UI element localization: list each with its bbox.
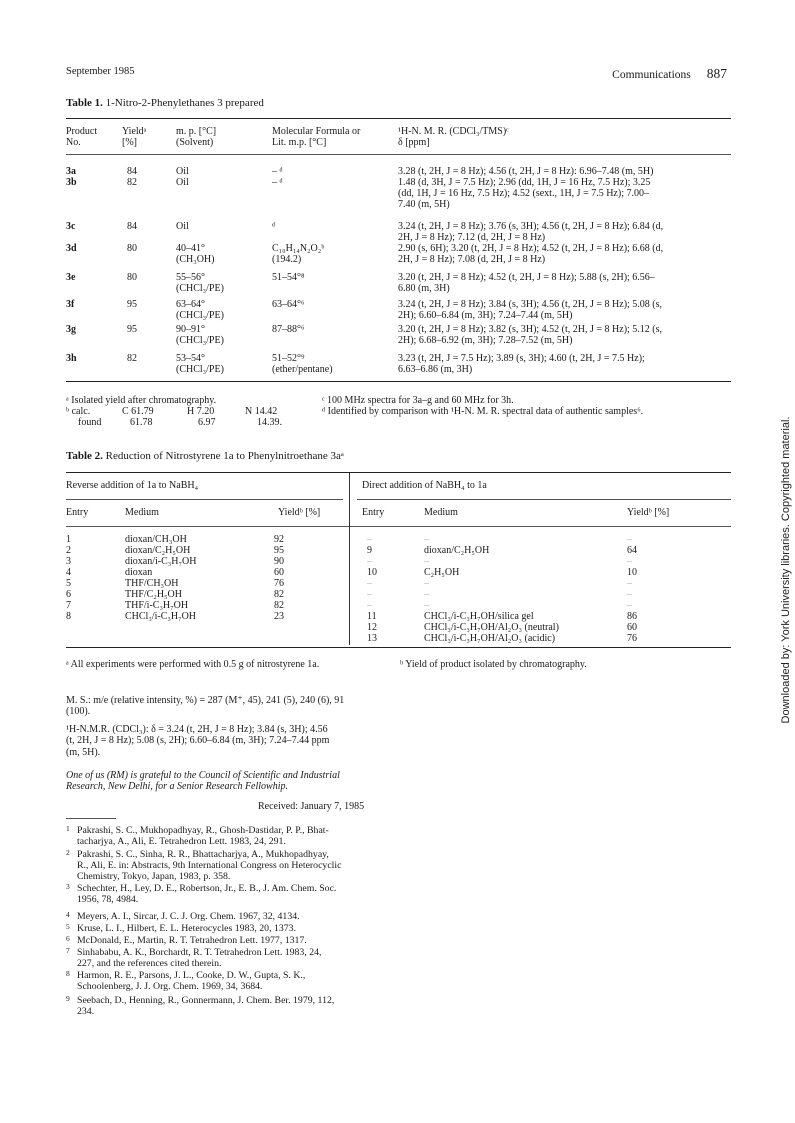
ms-data: M. S.: m/e (relative intensity, %) = 287 (M⁺, 45), 241 (5), 240 (6), 91 (100).: [66, 695, 345, 718]
entry-number: –: [367, 578, 372, 589]
reference-line: R., Ali, E. in: Abstracts, 9th International Congress on Heterocyclic: [77, 860, 342, 871]
product-no: 3h: [66, 353, 77, 364]
table1-header-rule: [66, 154, 731, 155]
nmr-line: 1.48 (d, 3H, J = 7.5 Hz); 2.96 (dd, 1H, J = 16 Hz, 7.5 Hz); 3.25: [398, 177, 651, 188]
t1-footnote-b-calc: ᵇ calc.: [66, 406, 91, 417]
yield-value: 80: [127, 243, 137, 254]
reference-number: 3: [66, 882, 70, 891]
formula-value: 51–54°⁸: [272, 272, 305, 283]
mp-value: 53–54°: [176, 353, 205, 364]
product-no: 3d: [66, 243, 77, 254]
calc-h: H 7.20: [187, 406, 215, 417]
t2-h-medium-right: Medium: [424, 507, 458, 518]
table1-label: Table 1.: [66, 97, 103, 109]
mp-solvent: (CH₃OH): [176, 254, 215, 265]
formula-value: – ᵈ: [272, 177, 283, 188]
journal-name: Communications: [612, 69, 691, 81]
reference-line: Chemistry, Tokyo, Japan, 1983, p. 358.: [77, 871, 231, 882]
mp-solvent: (CHCl₃/PE): [176, 364, 224, 375]
t1-h-formula: Molecular Formula or Lit. m.p. [°C]: [272, 126, 361, 148]
formula-value: 87–88°⁶: [272, 324, 305, 335]
t2-group-left-rule: [66, 499, 343, 500]
t2-divider: [349, 473, 350, 645]
yield-value: 82: [274, 589, 284, 600]
calc-c: C 61.79: [122, 406, 154, 417]
reference-number: 9: [66, 994, 70, 1003]
reference-number: 8: [66, 969, 70, 978]
entry-number: 7: [66, 600, 71, 611]
entry-number: 11: [367, 611, 377, 622]
reference-number: 4: [66, 910, 70, 919]
nmr-line: 2H, J = 8 Hz); 7.12 (d, 2H, J = 8 Hz): [398, 232, 546, 243]
medium-value: CHCl₃/i-C₃H₇OH/Al₂O₃ (neutral): [424, 622, 559, 633]
mp-solvent: (CHCl₃/PE): [176, 310, 224, 321]
entry-number: 13: [367, 633, 377, 644]
reference-line: Schechter, H., Ley, D. E., Robertson, Jr., E. B., J. Am. Chem. Soc.: [77, 883, 337, 894]
medium-value: dioxan/i-C₃H₇OH: [125, 556, 197, 567]
reference-line: Pakrashi, S. C., Mukhopadhyay, R., Ghosh-Dastidar, P. P., Bhat-: [77, 825, 329, 836]
t2-h-entry-right: Entry: [362, 507, 385, 518]
medium-value: C₂H₅OH: [424, 567, 460, 578]
nmr-line: 3.28 (t, 2H, J = 8 Hz); 4.56 (t, 2H, J = 8 Hz): 6.96–7.48 (m, 5H): [398, 166, 654, 177]
formula-value: C₁₀H₁₄N₂O₂ᵇ: [272, 243, 325, 254]
formula-value: – ᵈ: [272, 166, 283, 177]
table1-top-rule: [66, 118, 731, 119]
formula-value: 51–52°⁹: [272, 353, 305, 364]
nmr-line: 2H); 6.60–6.84 (m, 3H); 7.24–7.44 (m, 5H): [398, 310, 573, 321]
nmr-line: 3.20 (t, 2H, J = 8 Hz); 3.82 (s, 3H); 4.52 (t, 2H, J = 8 Hz); 5.12 (s,: [398, 324, 663, 335]
reference-line: 1956, 78, 4984.: [77, 894, 139, 905]
reference-line: Sinhababu, A. K., Borchardt, R. T. Tetrahedron Lett. 1983, 24,: [77, 947, 322, 958]
entry-number: 9: [367, 545, 372, 556]
nmr-line: 3.23 (t, 2H, J = 7.5 Hz); 3.89 (s, 3H); 4.60 (t, 2H, J = 7.5 Hz);: [398, 353, 645, 364]
t2-h-yield-right: Yieldᵇ [%]: [627, 507, 670, 518]
entry-number: –: [367, 556, 372, 567]
entry-number: –: [367, 534, 372, 545]
yield-value: 95: [274, 545, 284, 556]
t1-h-nmr: ¹H-N. M. R. (CDCl₃/TMS)ᶜ δ [ppm]: [398, 126, 509, 148]
entry-number: 1: [66, 534, 71, 545]
medium-value: dioxan/C₂H₅OH: [125, 545, 191, 556]
nmr-data: ¹H-N.M.R. (CDCl₃): δ = 3.24 (t, 2H, J = 8 Hz); 3.84 (s, 3H); 4.56 (t, 2H, J = 8 Hz); 5.08 (s, 2H); 6.60–6.84 (m, 3H); 7.24–7.44 ppm (m, 5H).: [66, 724, 330, 758]
reference-number: 1: [66, 824, 70, 833]
entry-number: 5: [66, 578, 71, 589]
t1-footnote-d: ᵈ Identified by comparison with ¹H-N. M. R. spectral data of authentic samples⁶.: [322, 406, 644, 417]
entry-number: 8: [66, 611, 71, 622]
yield-value: 82: [127, 353, 137, 364]
t2-group-left: Reverse addition of 1a to NaBH₄: [66, 480, 199, 491]
formula-extra: (ether/pentane): [272, 364, 333, 375]
yield-value: 23: [274, 611, 284, 622]
mp-value: Oil: [176, 221, 189, 232]
reference-line: 234.: [77, 1006, 95, 1017]
formula-extra: (194.2): [272, 254, 302, 265]
entry-number: 6: [66, 589, 71, 600]
header-right: [612, 66, 727, 82]
yield-value: 92: [274, 534, 284, 545]
table1-bottom-rule: [66, 381, 731, 382]
reference-line: Pakrashi, S. C., Sinha, R. R., Bhattacharjya, A., Mukhopadhyay,: [77, 849, 329, 860]
entry-number: 12: [367, 622, 377, 633]
medium-value: THF/C₂H₅OH: [125, 589, 182, 600]
medium-value: –: [424, 589, 429, 600]
mp-value: 90–91°: [176, 324, 205, 335]
references-rule: [66, 818, 116, 819]
formula-value: 63–64°⁶: [272, 299, 305, 310]
calc-n: N 14.42: [245, 406, 278, 417]
t2-h-entry-left: Entry: [66, 507, 89, 518]
mp-value: Oil: [176, 177, 189, 188]
t2-footnote-a: ᵃ All experiments were performed with 0.5 g of nitrostyrene 1a.: [66, 659, 320, 670]
t2-group-right-rule: [357, 499, 731, 500]
yield-value: 10: [627, 567, 637, 578]
found-h: 6.97: [198, 417, 216, 428]
nmr-line: 6.63–6.86 (m, 3H): [398, 364, 473, 375]
yield-value: 84: [127, 166, 137, 177]
nmr-line: (dd, 1H, J = 16 Hz, 7.5 Hz); 4.52 (sext., 1H, J = 7.5 Hz); 7.00–: [398, 188, 649, 199]
t2-footnote-b: ᵇ Yield of product isolated by chromatography.: [400, 659, 587, 670]
medium-value: THF/CH₃OH: [125, 578, 179, 589]
medium-value: CHCl₃/i-C₃H₇OH: [125, 611, 197, 622]
reference-line: Seebach, D., Henning, R., Gonnermann, J. Chem. Ber. 1979, 112,: [77, 995, 335, 1006]
mp-value: 63–64°: [176, 299, 205, 310]
mp-value: 55–56°: [176, 272, 205, 283]
table2-caption: Reduction of Nitrostyrene 1a to Phenylnitroethane 3aᵃ: [102, 450, 344, 462]
t1-h-mp: m. p. [°C] (Solvent): [176, 126, 217, 148]
medium-value: dioxan/CH₃OH: [125, 534, 187, 545]
acknowledgement: One of us (RM) is grateful to the Council of Scientific and Industrial Research, New Delhi, for a Senior Research Fellowhip.: [66, 770, 340, 793]
yield-value: –: [627, 556, 632, 567]
received-date: Received: January 7, 1985: [258, 801, 365, 812]
t2-header-rule: [66, 526, 731, 527]
t1-footnote-a: ᵃ Isolated yield after chromatography.: [66, 395, 217, 406]
table1-caption: 1-Nitro-2-Phenylethanes 3 prepared: [102, 97, 264, 109]
t1-h-product: Product No.: [66, 126, 98, 148]
yield-value: –: [627, 600, 632, 611]
yield-value: –: [627, 589, 632, 600]
yield-value: 95: [127, 299, 137, 310]
entry-number: –: [367, 589, 372, 600]
product-no: 3f: [66, 299, 75, 310]
yield-value: 86: [627, 611, 637, 622]
product-no: 3a: [66, 166, 76, 177]
reference-number: 5: [66, 922, 70, 931]
medium-value: –: [424, 534, 429, 545]
t1-footnote-b-found: found: [78, 417, 102, 428]
reference-number: 2: [66, 848, 70, 857]
yield-value: –: [627, 578, 632, 589]
formula-value: ᵈ: [272, 221, 276, 232]
yield-value: 90: [274, 556, 284, 567]
reference-line: Kruse, L. I., Hilbert, E. L. Heterocycles 1983, 20, 1373.: [77, 923, 297, 934]
found-n: 14.39.: [257, 417, 282, 428]
entry-number: 2: [66, 545, 71, 556]
yield-value: –: [627, 534, 632, 545]
t2-group-right: Direct addition of NaBH₄ to 1a: [362, 480, 487, 491]
reference-line: McDonald, E., Martin, R. T. Tetrahedron Lett. 1977, 1317.: [77, 935, 307, 946]
medium-value: CHCl₃/i-C₃H₇OH/Al₂O₃ (acidic): [424, 633, 556, 644]
yield-value: 84: [127, 221, 137, 232]
yield-value: 60: [274, 567, 284, 578]
product-no: 3g: [66, 324, 76, 335]
yield-value: 76: [274, 578, 284, 589]
medium-value: THF/i-C₃H₇OH: [125, 600, 189, 611]
nmr-line: 2H); 6.68–6.92 (m, 3H); 7.28–7.52 (m, 5H): [398, 335, 573, 346]
mp-solvent: (CHCl₃/PE): [176, 283, 224, 294]
found-c: 61.78: [130, 417, 153, 428]
table2-bottom-rule: [66, 647, 731, 648]
reference-line: Harmon, R. E., Parsons, J. L., Cooke, D. W., Gupta, S. K.,: [77, 970, 306, 981]
product-no: 3b: [66, 177, 77, 188]
medium-value: –: [424, 556, 429, 567]
reference-line: Schoolenberg, J. J. Org. Chem. 1969, 34, 3684.: [77, 981, 263, 992]
yield-value: 60: [627, 622, 637, 633]
reference-line: 227, and the references cited therein.: [77, 958, 222, 969]
nmr-line: 2.90 (s, 6H); 3.20 (t, 2H, J = 8 Hz); 4.52 (t, 2H, J = 8 Hz); 6.68 (d,: [398, 243, 664, 254]
table1-title: [66, 97, 264, 109]
entry-number: 10: [367, 567, 377, 578]
medium-value: dioxan: [125, 567, 153, 578]
t2-h-medium-left: Medium: [125, 507, 159, 518]
medium-value: CHCl₃/i-C₃H₇OH/silica gel: [424, 611, 534, 622]
nmr-line: 6.80 (m, 3H): [398, 283, 450, 294]
yield-value: 82: [274, 600, 284, 611]
nmr-line: 7.40 (m, 5H): [398, 199, 450, 210]
product-no: 3e: [66, 272, 76, 283]
entry-number: 4: [66, 567, 71, 578]
t1-h-yield: Yieldᵃ [%]: [122, 126, 147, 148]
table2-label: Table 2.: [66, 450, 103, 462]
nmr-line: 2H, J = 8 Hz); 7.08 (d, 2H, J = 8 Hz): [398, 254, 546, 265]
reference-line: Meyers, A. I., Sircar, J. C. J. Org. Chem. 1967, 32, 4134.: [77, 911, 300, 922]
t2-h-yield-left: Yieldᵇ [%]: [278, 507, 321, 518]
reference-line: tacharjya, A., Ali, E. Tetrahedron Lett. 1983, 24, 291.: [77, 836, 286, 847]
nmr-line: 3.24 (t, 2H, J = 8 Hz); 3.76 (s, 3H); 4.56 (t, 2H, J = 8 Hz); 6.84 (d,: [398, 221, 664, 232]
t1-footnote-c: ᶜ 100 MHz spectra for 3a–g and 60 MHz for 3h.: [322, 395, 514, 406]
medium-value: dioxan/C₂H₅OH: [424, 545, 490, 556]
download-notice: Downloaded by: York University libraries. Copyrighted material.: [780, 416, 792, 724]
table2-top-rule: [66, 472, 731, 473]
yield-value: 64: [627, 545, 637, 556]
mp-solvent: (CHCl₃/PE): [176, 335, 224, 346]
nmr-line: 3.20 (t, 2H, J = 8 Hz); 4.52 (t, 2H, J = 8 Hz); 5.88 (s, 2H); 6.56–: [398, 272, 655, 283]
product-no: 3c: [66, 221, 76, 232]
entry-number: –: [367, 600, 372, 611]
medium-value: –: [424, 600, 429, 611]
yield-value: 76: [627, 633, 637, 644]
nmr-line: 3.24 (t, 2H, J = 8 Hz); 3.84 (s, 3H); 4.56 (t, 2H, J = 8 Hz); 5.08 (s,: [398, 299, 663, 310]
yield-value: 82: [127, 177, 137, 188]
entry-number: 3: [66, 556, 71, 567]
mp-value: 40–41°: [176, 243, 205, 254]
reference-number: 7: [66, 946, 70, 955]
medium-value: –: [424, 578, 429, 589]
reference-number: 6: [66, 934, 70, 943]
yield-value: 95: [127, 324, 137, 335]
header-date: September 1985: [66, 66, 135, 77]
page-number: 887: [706, 66, 727, 81]
table2-title: [66, 450, 344, 462]
yield-value: 80: [127, 272, 137, 283]
mp-value: Oil: [176, 166, 189, 177]
